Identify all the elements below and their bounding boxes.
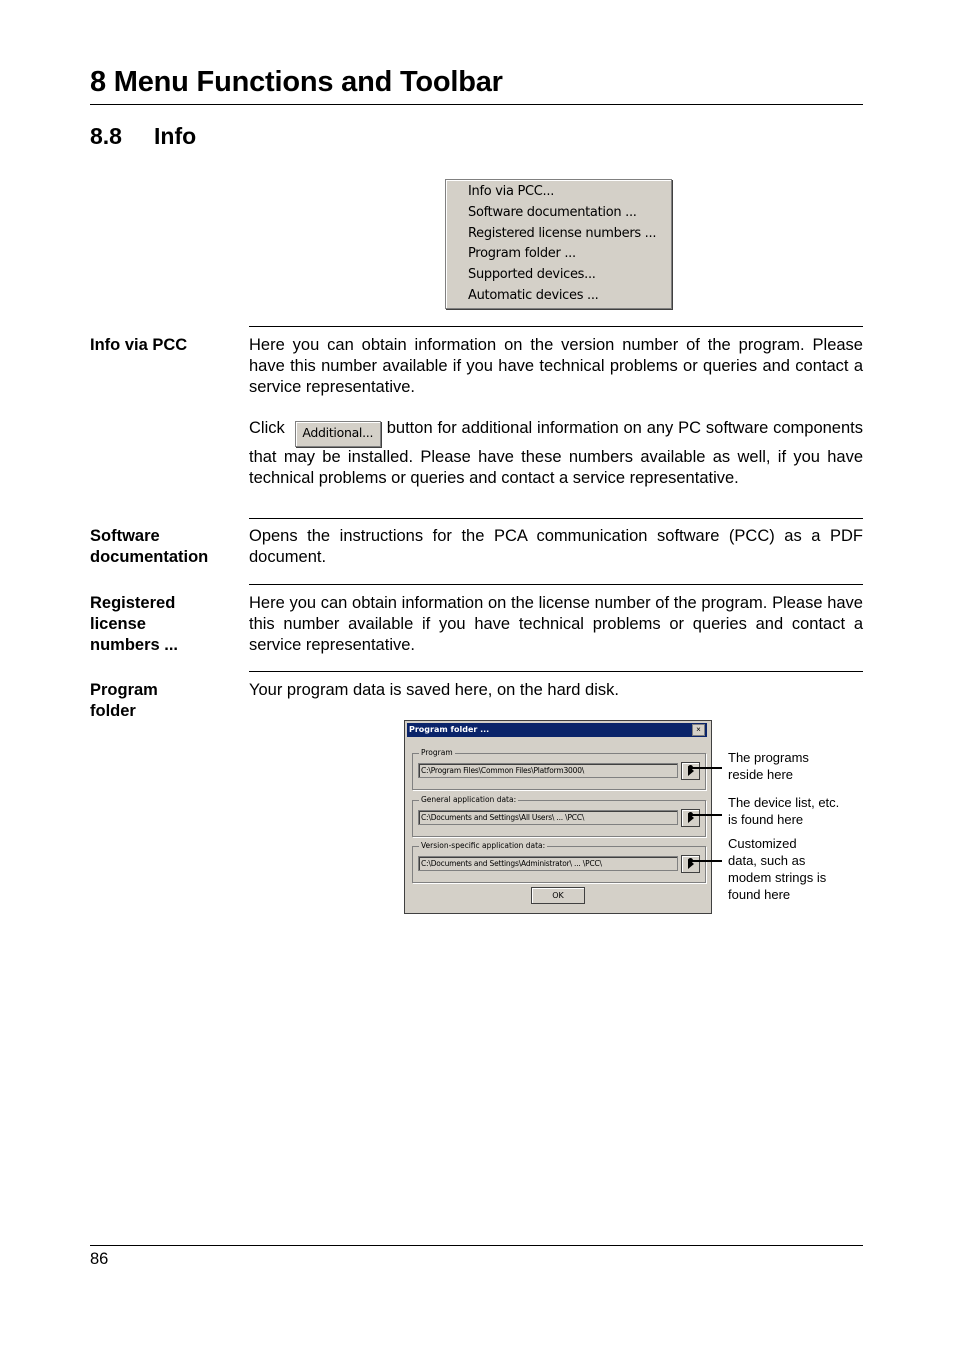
footer-rule <box>90 1245 863 1246</box>
desc-paragraph: Here you can obtain information on the version number of the program. Please have this number available if you have technical problems or queries and contact a service representative. <box>249 336 863 396</box>
desc-registered-license-numbers <box>249 593 863 656</box>
section-heading: Info <box>154 123 197 149</box>
desc-program-folder <box>249 680 863 701</box>
desc-software-documentation <box>249 526 863 568</box>
callout-device-list: The device list, etc. is found here <box>728 795 840 827</box>
menu-item-program-folder[interactable]: Program folder ... <box>468 246 576 261</box>
callout-line <box>690 860 722 862</box>
callout-line <box>690 767 722 769</box>
menu-item-info-via-pcc[interactable]: Info via PCC... <box>468 184 555 199</box>
row-rule <box>249 326 863 327</box>
additional-button[interactable]: Additional... <box>295 421 381 447</box>
dialog-title-bar[interactable] <box>407 723 707 737</box>
desc-paragraph: Opens the instructions for the PCA communication software (PCC) as a PDF document. <box>249 527 863 566</box>
general-data-path-field[interactable]: C:\Documents and Settings\All Users\ ... \PCC\ <box>418 810 678 825</box>
callout-dot <box>688 765 693 770</box>
term-software-documentation: Software documentation <box>90 527 209 566</box>
ok-button[interactable]: OK <box>531 887 585 904</box>
desc-paragraph <box>249 418 863 489</box>
program-folder-dialog <box>404 720 712 914</box>
group-label: General application data: <box>421 795 517 804</box>
info-menu <box>445 179 672 309</box>
term-info-via-pcc: Info via PCC <box>90 336 188 354</box>
click-word: Click <box>249 419 285 437</box>
close-icon[interactable]: × <box>692 724 705 736</box>
term-registered-license-numbers: Registered license numbers ... <box>90 594 179 654</box>
version-data-path-field[interactable]: C:\Documents and Settings\Administrator\ ... \PCC\ <box>418 856 678 871</box>
desc-info-via-pcc <box>249 335 863 489</box>
section-number: 8.8 <box>90 123 122 149</box>
dialog-title: Program folder ... <box>409 725 490 734</box>
callout-customized-data: Customized data, such as modem strings is found here <box>728 836 827 902</box>
group-label: Program <box>421 748 453 757</box>
row-rule <box>249 671 863 672</box>
menu-item-supported-devices[interactable]: Supported devices... <box>468 267 596 282</box>
chapter-title: 8 Menu Functions and Toolbar <box>90 66 503 98</box>
menu-item-registered-license-numbers[interactable]: Registered license numbers ... <box>468 226 657 241</box>
group-general-application-data <box>412 795 706 837</box>
group-label: Version-specific application data: <box>421 841 546 850</box>
group-version-specific-data <box>412 841 706 883</box>
callout-dot <box>688 858 693 863</box>
page-number: 86 <box>90 1250 109 1268</box>
menu-item-automatic-devices[interactable]: Automatic devices ... <box>468 288 599 303</box>
section-title <box>90 123 196 150</box>
desc-paragraph: Your program data is saved here, on the hard disk. <box>249 681 619 699</box>
row-rule <box>249 584 863 585</box>
group-program <box>412 748 706 790</box>
additional-description: button for additional information on any PC software components that may be installed. Please have these numbers available as well, if you have technical problems or queries and contact a service representative. <box>249 419 863 487</box>
row-rule <box>249 518 863 519</box>
program-path-field[interactable]: C:\Program Files\Common Files\Platform3000\ <box>418 763 678 778</box>
header-rule <box>90 104 863 105</box>
term-program-folder: Program folder <box>90 681 158 720</box>
callout-line <box>690 814 722 816</box>
callout-programs: The programs reside here <box>728 750 809 782</box>
menu-item-software-documentation[interactable]: Software documentation ... <box>468 205 637 220</box>
desc-paragraph: Here you can obtain information on the license number of the program. Please have this number available if you have technical problems or queries and contact a service representative. <box>249 594 863 654</box>
callout-dot <box>688 812 693 817</box>
